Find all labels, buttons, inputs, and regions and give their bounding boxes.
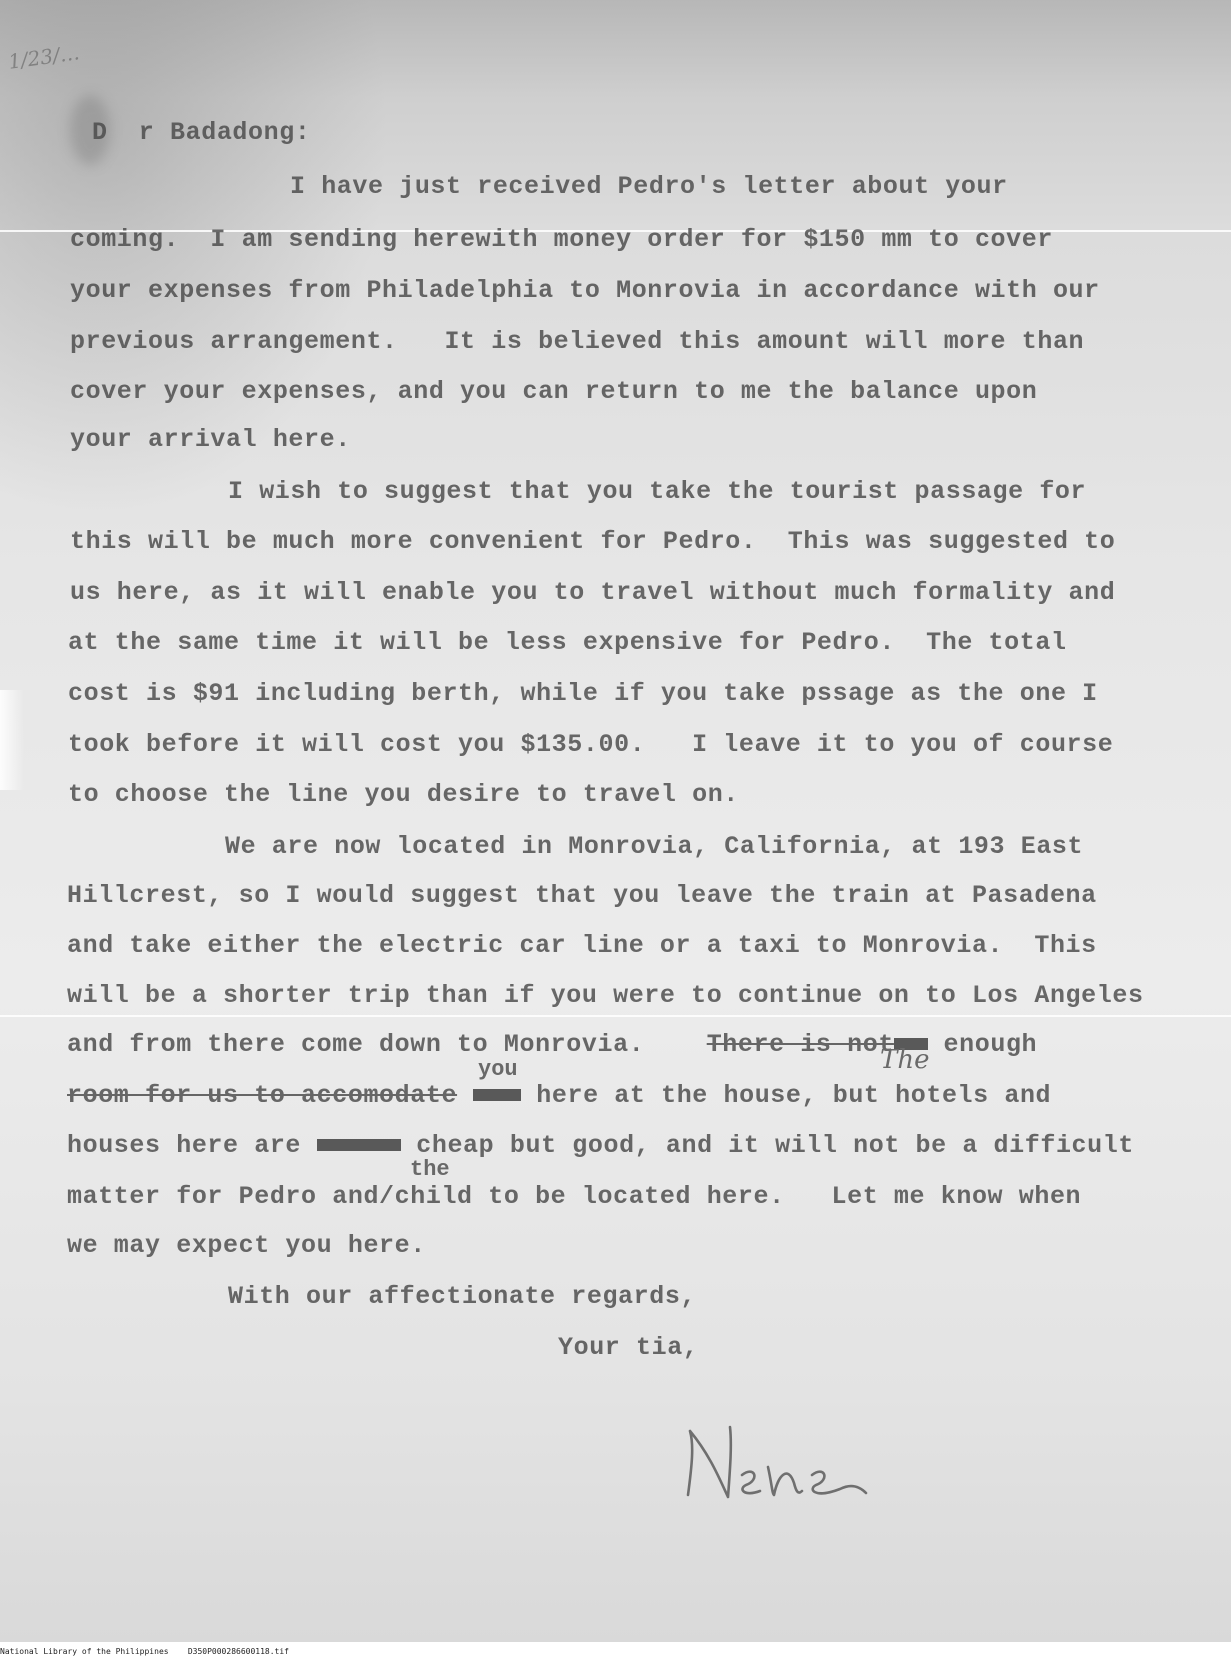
struck-text: room for us to accomodate <box>67 1081 458 1110</box>
p3-line6-end: here at the house, but hotels and <box>520 1081 1052 1110</box>
p3-line-struck <box>67 1131 1134 1160</box>
salutation: D r Badadong: <box>92 118 311 147</box>
closing: With our affectionate regards, <box>228 1282 697 1311</box>
p2-line: at the same time it will be less expensive for Pedro. The total <box>68 628 1067 657</box>
p1-line: cover your expenses, and you can return to me the balance upon <box>70 377 1038 406</box>
p1-line: your expenses from Philadelphia to Monrovia in accordance with our <box>70 276 1100 305</box>
p1-line: coming. I am sending herewith money order for $150 mm to cover <box>70 225 1053 254</box>
handwritten-insertion: The <box>880 1045 930 1075</box>
p3-line: matter for Pedro and/child to be located here. Let me know when <box>67 1182 1082 1211</box>
p3-line5-start: and from there come down to Monrovia. <box>67 1030 707 1059</box>
inserted-word: you <box>478 1057 518 1082</box>
typed-over-blot <box>473 1089 521 1101</box>
p3-line: will be a shorter trip than if you were to continue on to Los Angeles <box>67 981 1144 1010</box>
p3-line-struck <box>67 1081 1051 1110</box>
p2-line: I wish to suggest that you take the tourist passage for <box>228 477 1087 506</box>
p2-line: to choose the line you desire to travel on. <box>68 780 739 809</box>
p2-line: us here, as it will enable you to travel without much formality and <box>70 578 1116 607</box>
p3-line: Hillcrest, so I would suggest that you leave the train at Pasadena <box>67 881 1097 910</box>
p3-line7-end: cheap but good, and it will not be a difficult <box>400 1131 1134 1160</box>
inserted-word: the <box>410 1157 450 1182</box>
margin-note: 1/23/… <box>6 40 81 74</box>
archive-footer: National Library of the Philippines D350P000286600118.tif <box>0 1647 289 1656</box>
p3-line7-start: houses here are <box>67 1131 317 1160</box>
p2-line: this will be much more convenient for Pedro. This was suggested to <box>70 527 1116 556</box>
p1-line: previous arrangement. It is believed this amount will more than <box>70 327 1085 356</box>
p1-line: I have just received Pedro's letter about your <box>290 172 1008 201</box>
struck-text: There is not <box>706 1030 894 1059</box>
p3-line: We are now located in Monrovia, California, at 193 East <box>225 832 1084 861</box>
p1-line: your arrival here. <box>70 425 351 454</box>
typed-over-blot <box>317 1139 401 1151</box>
scan-seam <box>0 1015 1231 1017</box>
p3-line: we may expect you here. <box>67 1231 426 1260</box>
sign-off: Your tia, <box>558 1333 699 1362</box>
p2-line: cost is $91 including berth, while if you take pssage as the one I <box>68 679 1098 708</box>
p3-line5-end: enough <box>927 1030 1038 1059</box>
p2-line: took before it will cost you $135.00. I leave it to you of course <box>68 730 1114 759</box>
edge-mark <box>0 690 24 790</box>
p3-line: and take either the electric car line or a taxi to Monrovia. This <box>67 931 1097 960</box>
signature <box>680 1425 880 1515</box>
